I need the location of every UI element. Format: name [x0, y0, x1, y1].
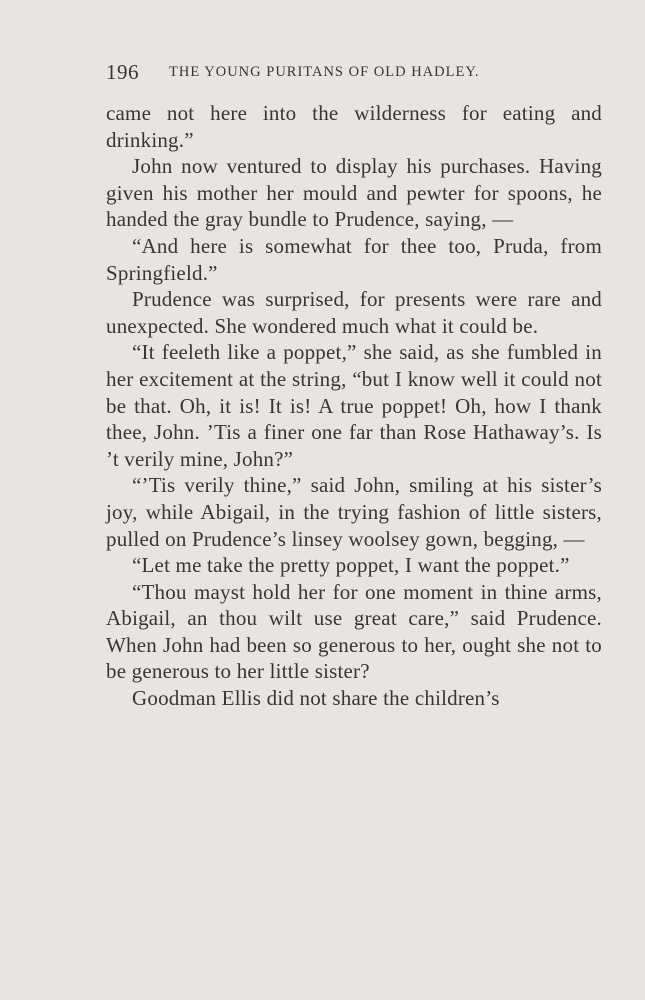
paragraph: “Thou mayst hold her for one moment in thine arms, Abigail, an thou wilt use great care,” said Prudence. When John had been so generous to her, ought she not to be generous to her little sister?: [106, 579, 602, 684]
page-number: 196: [106, 60, 139, 84]
paragraph: “Let me take the pretty poppet, I want the poppet.”: [132, 553, 570, 578]
body-text: [106, 100, 602, 712]
paragraph: “And here is somewhat for thee too, Pruda, from Springfield.”: [106, 233, 602, 285]
paragraph: Prudence was surprised, for presents were rare and unexpected. She wondered much what it could be.: [106, 287, 602, 338]
paragraph: Goodman Ellis did not share the children’s: [132, 686, 500, 711]
paragraph: John now ventured to display his purchases. Having given his mother her mould and pewter for spoons, he handed the gray bundle to Prudence, saying, —: [106, 154, 602, 232]
running-head: THE YOUNG PURITANS OF OLD HADLEY.: [169, 64, 480, 80]
paragraph: “’Tis verily thine,” said John, smiling at his sister’s joy, while Abigail, in the trying fashion of little sisters, pulled on Prudence’s linsey woolsey gown, begging, —: [106, 473, 602, 551]
page-header: [106, 60, 546, 90]
paragraph: “It feeleth like a poppet,” she said, as she fumbled in her excitement at the string, “but I know well it could not be that. Oh, it is! It is! A true poppet! Oh, how I thank thee, John. ’Tis a finer one far than Rose Hathaway’s. Is ’t verily mine, John?”: [106, 340, 602, 471]
paragraph: came not here into the wilderness for eating and drinking.”: [106, 101, 602, 152]
